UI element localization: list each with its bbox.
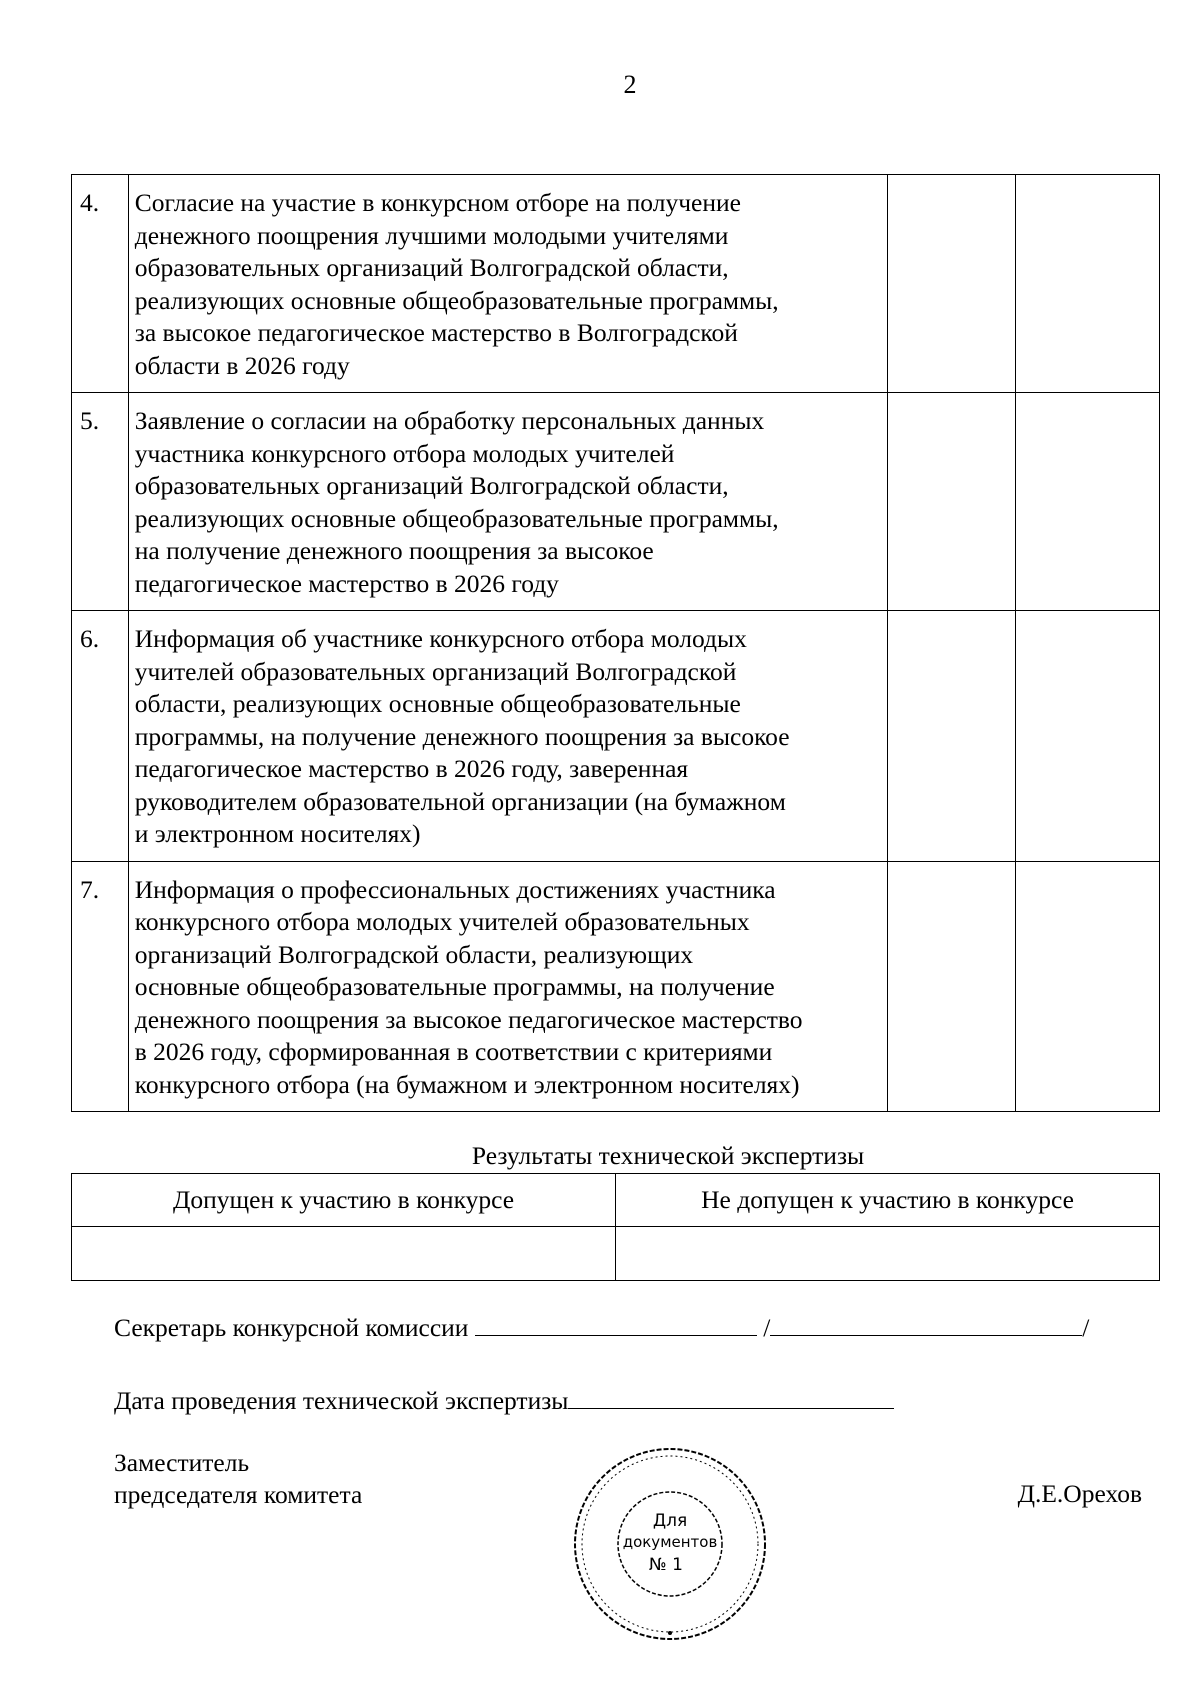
slash-separator-end: / xyxy=(1082,1313,1090,1342)
deputy-title-line2: председателя комитета xyxy=(114,1480,363,1509)
not-admitted-cell[interactable] xyxy=(616,1227,1160,1281)
document-description xyxy=(128,861,887,1112)
description-line: на получение денежного поощрения за высокое xyxy=(134,536,654,565)
description-line: основные общеобразовательные программы, на получение xyxy=(134,972,775,1001)
description-line: реализующих основные общеобразовательные программы, xyxy=(134,285,779,315)
row-number: 5. xyxy=(72,393,129,611)
description-line: Согласие на участие в конкурсном отборе на получение xyxy=(134,188,741,217)
document-description xyxy=(128,393,887,611)
description-line: денежного поощрения за высокое педагогическое мастерство xyxy=(134,1004,803,1034)
table-row xyxy=(72,393,1160,611)
check-cell-1[interactable] xyxy=(888,393,1016,611)
table-row xyxy=(72,611,1160,862)
not-admitted-header: Не допущен к участию в конкурсе xyxy=(616,1174,1160,1227)
deputy-name: Д.Е.Орехов xyxy=(1017,1479,1142,1508)
check-cell-2[interactable] xyxy=(1016,175,1160,393)
description-line: Информация о профессиональных достижениях участника xyxy=(134,874,776,904)
results-title: Результаты технической экспертизы xyxy=(471,1141,865,1170)
stamp-text-2: документов xyxy=(622,1533,718,1551)
document-description xyxy=(128,175,887,393)
description-line: организаций Волгоградской области, реализующих xyxy=(134,939,694,969)
description-line: реализующих основные общеобразовательные программы, xyxy=(134,503,779,533)
deputy-title xyxy=(114,1447,362,1511)
description-line: и электронном носителях) xyxy=(134,819,421,848)
admitted-header: Допущен к участию в конкурсе xyxy=(72,1174,616,1227)
check-cell-2[interactable] xyxy=(1016,861,1160,1112)
stamp-text-3: № 1 xyxy=(649,1555,683,1575)
check-cell-1[interactable] xyxy=(888,611,1016,862)
admitted-cell[interactable] xyxy=(72,1227,616,1281)
description-line: в 2026 году, сформированная в соответствии с критериями xyxy=(134,1037,773,1066)
documents-table xyxy=(71,174,1160,1112)
stamp-text-1: Для xyxy=(652,1511,688,1531)
description-line: учителей образовательных организаций Волгоградской xyxy=(134,656,737,686)
description-line: конкурсного отбора (на бумажном и электронном носителях) xyxy=(134,1069,800,1099)
secretary-signature-row xyxy=(114,1311,1089,1343)
description-line: конкурсного отбора молодых учителей образовательных xyxy=(134,907,750,936)
description-line: педагогическое мастерство в 2026 году, заверенная xyxy=(134,754,689,783)
secretary-signature-line[interactable] xyxy=(475,1311,757,1336)
document-description xyxy=(128,611,887,862)
results-table xyxy=(71,1173,1160,1281)
description-line: области в 2026 году xyxy=(134,350,350,380)
deputy-title-line1: Заместитель xyxy=(114,1448,250,1477)
check-cell-1[interactable] xyxy=(888,175,1016,393)
description-line: образовательных организаций Волгоградской области, xyxy=(134,471,729,500)
description-line: области, реализующих основные общеобразовательные xyxy=(134,689,741,718)
description-line: участника конкурсного отбора молодых учителей xyxy=(134,438,675,468)
table-row xyxy=(72,861,1160,1112)
table-row xyxy=(72,175,1160,393)
official-stamp xyxy=(570,1440,770,1648)
row-number: 4. xyxy=(72,175,129,393)
check-cell-2[interactable] xyxy=(1016,611,1160,862)
page-number: 2 xyxy=(623,70,637,99)
secretary-name-line[interactable] xyxy=(770,1311,1082,1336)
description-line: программы, на получение денежного поощрения за высокое xyxy=(134,721,790,751)
expertise-date-label: Дата проведения технической экспертизы xyxy=(114,1386,569,1415)
expertise-date-row xyxy=(114,1384,894,1416)
description-line: за высокое педагогическое мастерство в Волгоградской xyxy=(134,318,738,347)
secretary-label: Секретарь конкурсной комиссии xyxy=(114,1313,469,1342)
check-cell-2[interactable] xyxy=(1016,393,1160,611)
description-line: денежного поощрения лучшими молодыми учителями xyxy=(134,220,729,250)
description-line: Информация об участнике конкурсного отбора молодых xyxy=(134,624,747,653)
description-line: образовательных организаций Волгоградской области, xyxy=(134,253,729,282)
row-number: 7. xyxy=(72,861,129,1112)
row-number: 6. xyxy=(72,611,129,862)
description-line: педагогическое мастерство в 2026 году xyxy=(134,568,559,598)
stamp-dot xyxy=(668,1631,672,1635)
expertise-date-line[interactable] xyxy=(568,1384,894,1409)
description-line: Заявление о согласии на обработку персональных данных xyxy=(134,406,765,435)
slash-separator: / xyxy=(763,1313,771,1342)
description-line: руководителем образовательной организации (на бумажном xyxy=(134,786,786,816)
check-cell-1[interactable] xyxy=(888,861,1016,1112)
